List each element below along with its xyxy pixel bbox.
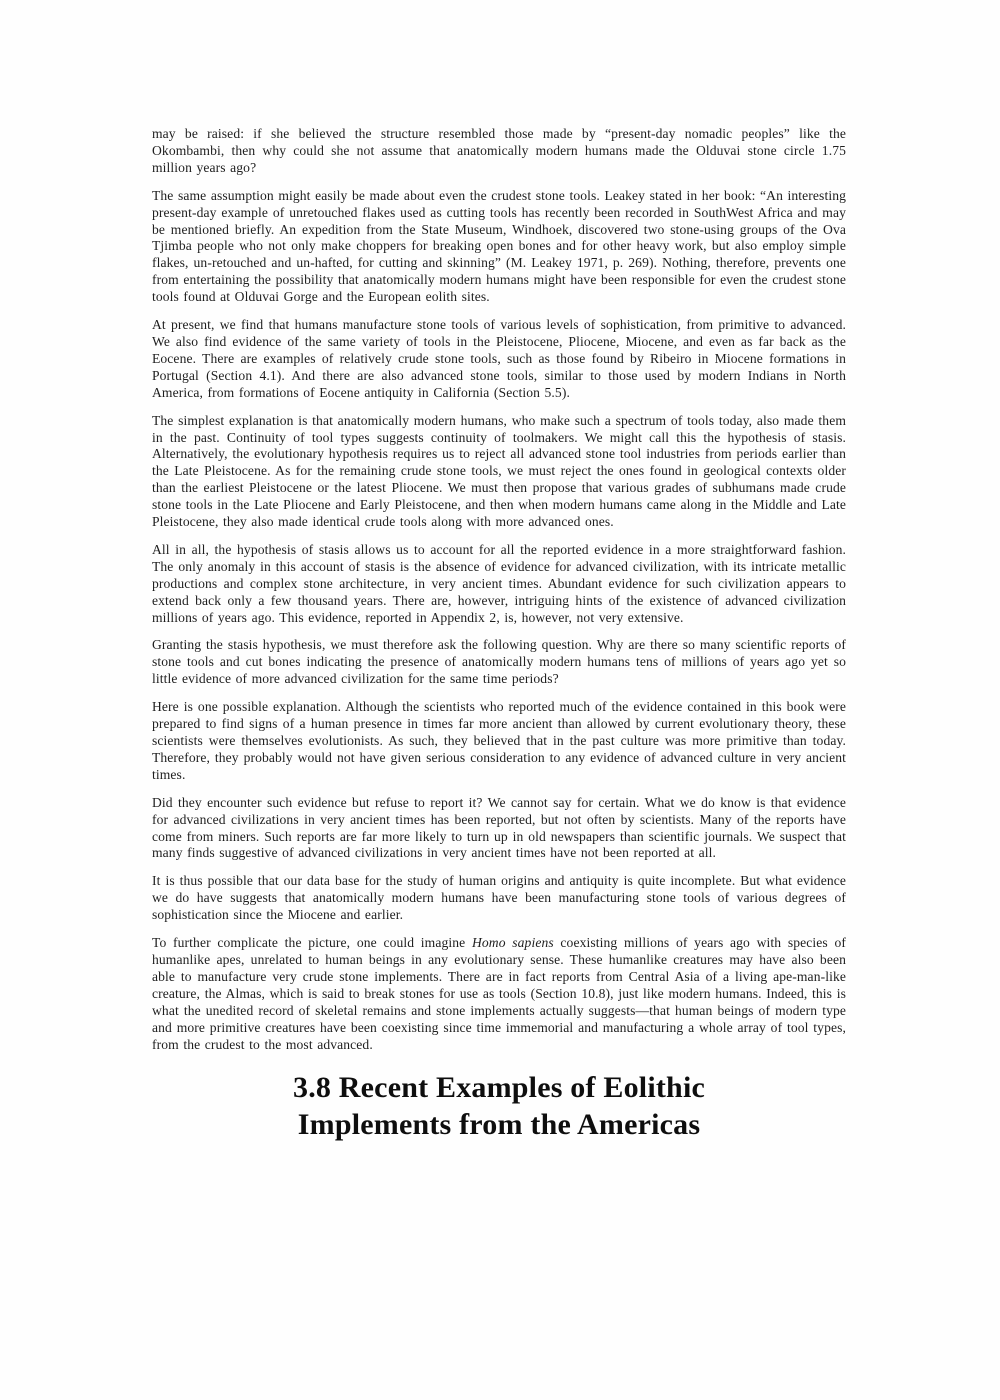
paragraph: The same assumption might easily be made about even the crudest stone tools. Leakey stated in her book: “An interesting present-day example of unretouched flakes used as cutting tools has recently been recorded in SouthWest Africa and may be mentioned briefly. An expedition from the State Museum, Windhoek, discovered two stone-using groups of the Ova Tjimba people who not only make choppers for breaking open bones and for other heavy work, but also employ simple flakes, un-retouched and un-hafted, for cutting and skinning” (M. Leakey 1971, p. 269). Nothing, therefore, prevents one from entertaining the possibility that anatomically modern humans might have been responsible for even the crudest stone tools found at Olduvai Gorge and the European eolith sites.	[152, 187, 846, 305]
paragraph: Granting the stasis hypothesis, we must therefore ask the following question. Why are there so many scientific reports of stone tools and cut bones indicating the presence of anatomically modern humans tens of millions of years ago yet so little evidence of more advanced civilization for the same time periods?	[152, 637, 846, 687]
paragraph-text: coexisting millions of years ago with species of humanlike apes, unrelated to human beings in any evolutionary sense. These humanlike creatures may have also been able to manufacture very crude stone implements. There are in fact reports from Central Asia of a living ape-man-like creature, the Almas, which is said to break stones for use as tools (Section 10.8), just like modern humans. Indeed, this is what the unedited record of skeletal remains and stone implements actually suggests—that human beings of modern type and more primitive creatures have been coexisting since time immemorial and manufacturing a whole array of tool types, from the crudest to the most advanced.	[152, 935, 847, 1052]
paragraph	[152, 935, 846, 1053]
paragraph: may be raised: if she believed the structure resembled those made by “present-day nomadic peoples” like the Okombambi, then why could she not assume that anatomically modern humans made the Olduvai stone circle 1.75 million years ago?	[152, 126, 846, 175]
paragraph: At present, we find that humans manufacture stone tools of various levels of sophistication, from primitive to advanced. We also find evidence of the same variety of tools in the Pleistocene, Pliocene, Miocene, and even as far back as the Eocene. There are examples of relatively crude stone tools, such as those found by Ribeiro in Miocene formations in Portugal (Section 4.1). And there are also advanced stone tools, similar to those used by modern Indians in North America, from formations of Eocene antiquity in California (Section 5.5).	[152, 317, 846, 400]
section-heading	[152, 1069, 846, 1143]
paragraph: It is thus possible that our data base for the study of human origins and antiquity is quite incomplete. But what evidence we do have suggests that anatomically modern humans have been manufacturing stone tools of various degrees of sophistication since the Miocene and earlier.	[152, 873, 846, 923]
section-heading-line-2: Implements from the Americas	[297, 1108, 701, 1142]
paragraph: All in all, the hypothesis of stasis allows us to account for all the reported evidence in a more straightforward fashion. The only anomaly in this account of stasis is the absence of evidence for advanced civilization, with its intricate metallic productions and complex stone architecture, in very ancient times. Abundant evidence for such civilization appears to extend back only a few thousand years. There are, however, intriguing hints of the existence of advanced civilization millions of years ago. This evidence, reported in Appendix 2, is, however, not very extensive.	[152, 541, 846, 625]
paragraph: The simplest explanation is that anatomically modern humans, who make such a spectrum of tools today, also made them in the past. Continuity of tool types suggests continuity of toolmakers. We might call this the hypothesis of stasis. Alternatively, the evolutionary hypothesis requires us to reject all advanced stone tool industries from periods earlier than the Late Pleistocene. As for the remaining crude stone tools, we must reject the ones found in geological contexts older than the earliest Pleistocene or the latest Pliocene. We must then propose that various grades of subhumans made crude stone tools in the Late Pliocene and Early Pleistocene, and then when modern humans came along in the Middle and Late Pleistocene, they also made identical crude tools along with more advanced ones.	[152, 412, 846, 530]
paragraph: Here is one possible explanation. Although the scientists who reported much of the evidence contained in this book were prepared to find signs of a human presence in times far more ancient than allowed by current evolutionary theory, these scientists were themselves evolutionists. As such, they believed that in the past culture was more primitive than today. Therefore, they probably would not have given serious consideration to any evidence of advanced culture in very ancient times.	[152, 699, 846, 782]
paragraph: Did they encounter such evidence but refuse to report it? We cannot say for certain. What we do know is that evidence for advanced civilizations in very ancient times has been reported, but not often by scientists. Many of the reports have come from miners. Such reports are far more likely to turn up in old newspapers than scientific journals. We suspect that many finds suggestive of advanced civilizations in very ancient times have not been reported at all.	[152, 794, 846, 861]
species-name-italic: Homo sapiens	[471, 935, 554, 951]
paragraph-text: To further complicate the picture, one could imagine	[152, 935, 472, 951]
section-heading-line-1: 3.8 Recent Examples of Eolithic	[293, 1071, 705, 1105]
text-content	[152, 126, 846, 1143]
